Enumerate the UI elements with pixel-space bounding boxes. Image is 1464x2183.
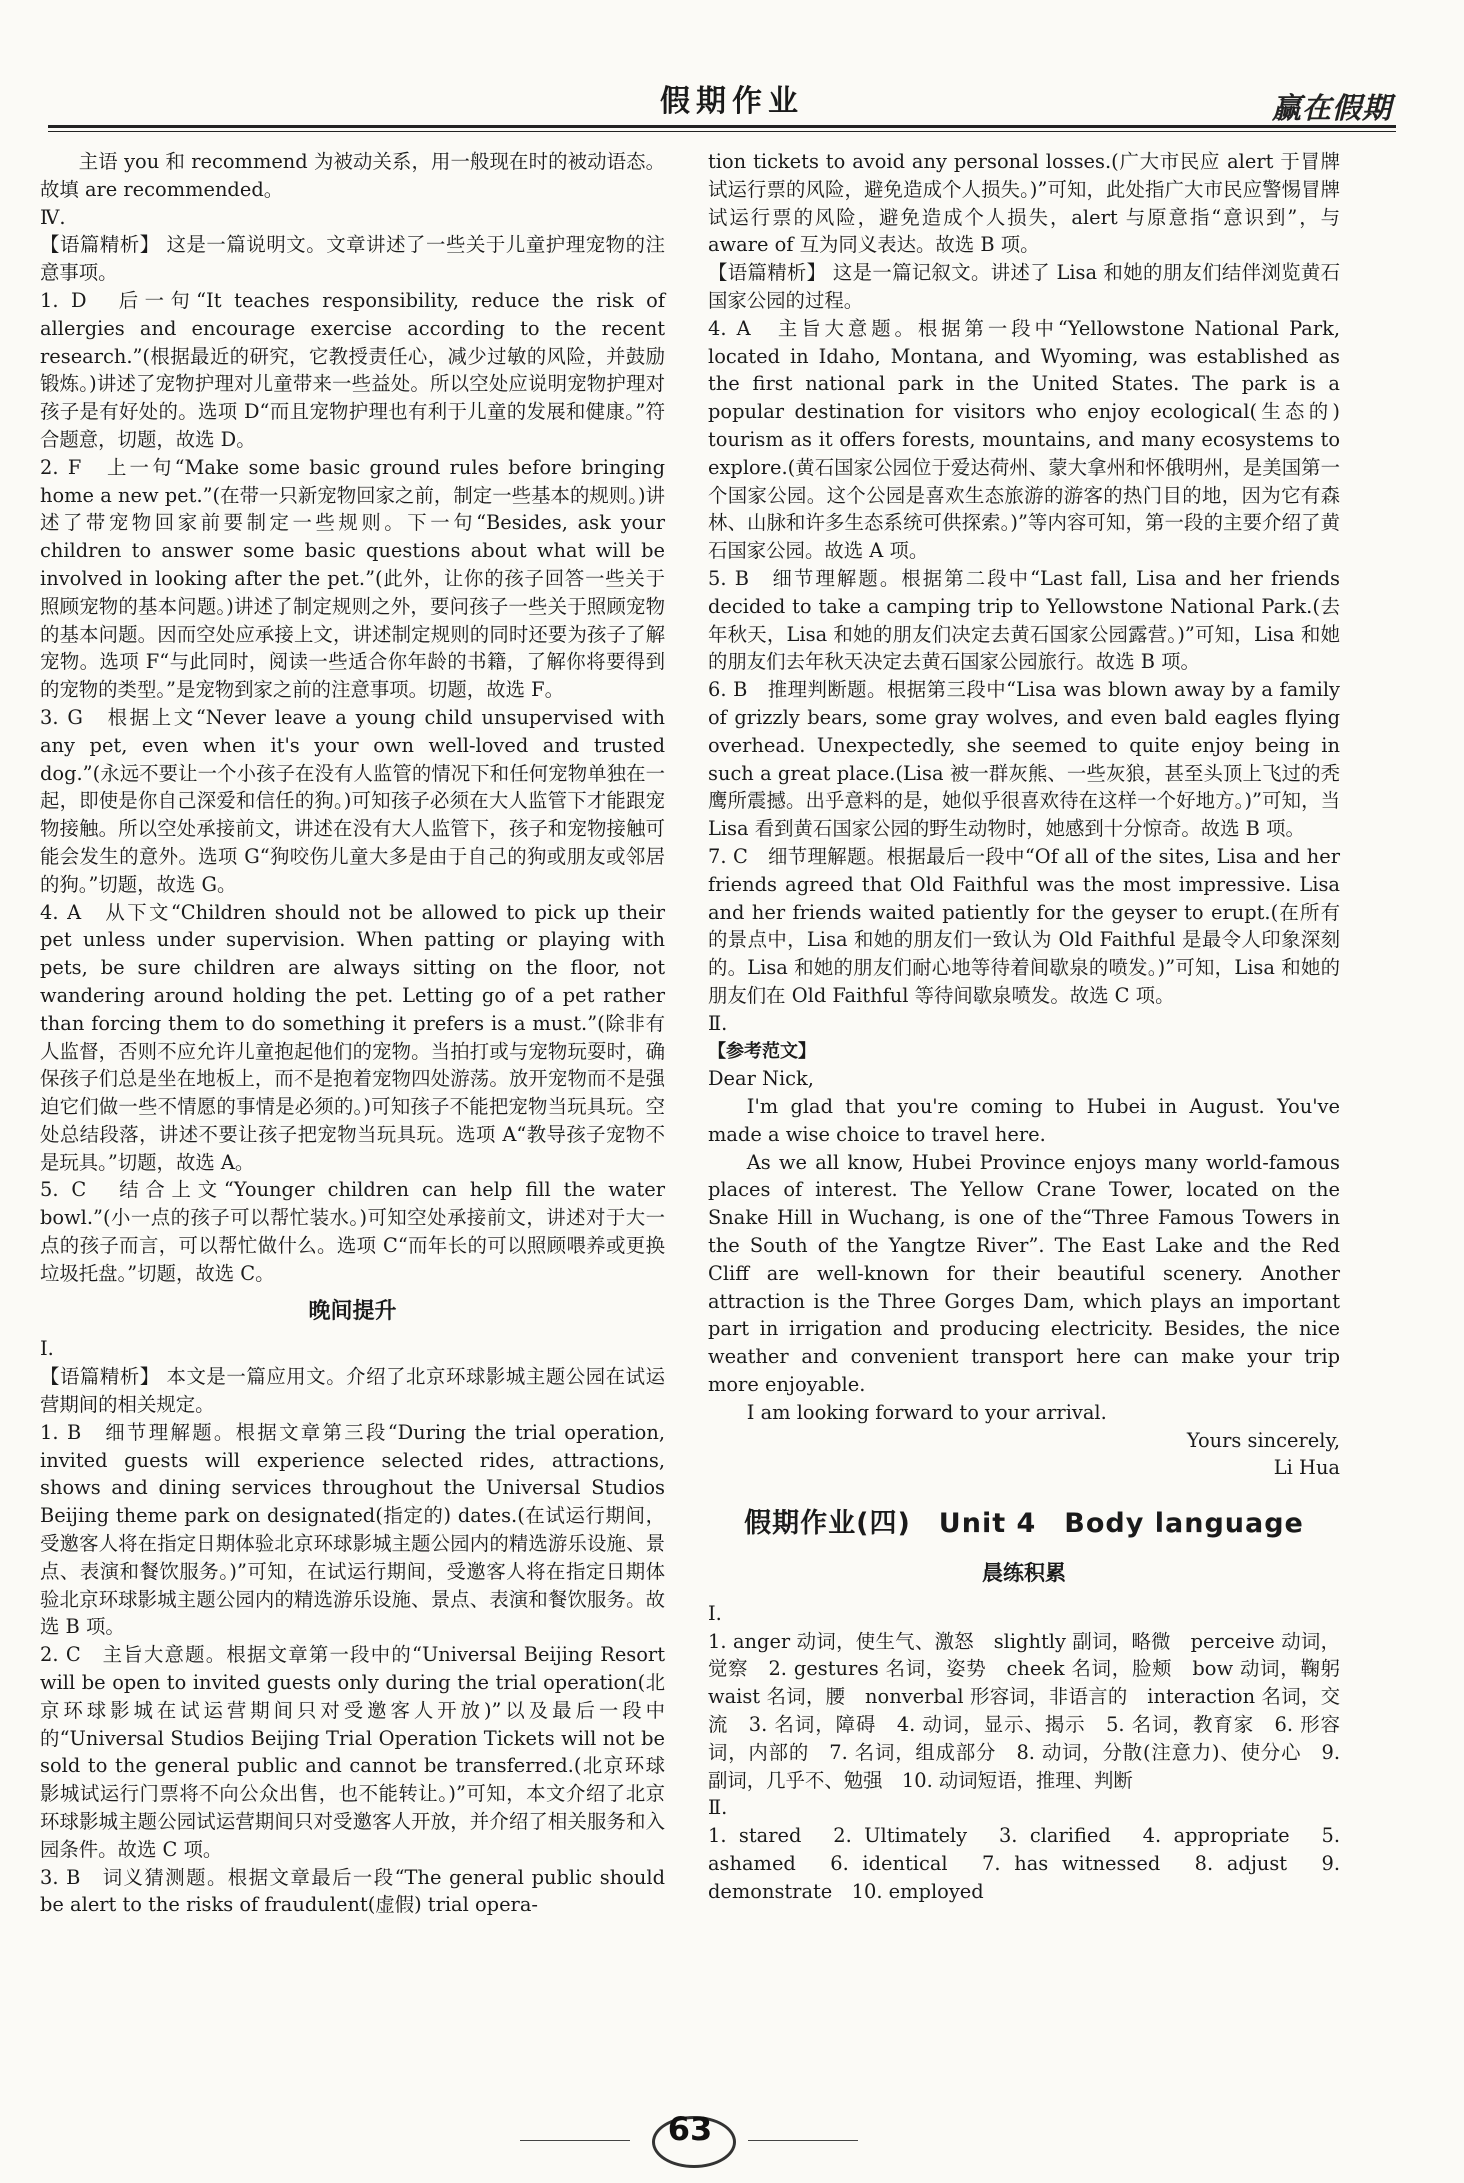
answer-item: 4. A 主旨大意题。根据第一段中“Yellowstone National Park, located in Idaho, Montana, and Wyoming, was established as the first national park in the United States. The park is a popular destination for visitors who enjoy ecological(生态的) tourism as it offers forests, mountains, and many ecosystems to explore.(黄石国家公园位于爱达荷州、蒙大拿州和怀俄明州，是美国第一个国家公园。这个公园是喜欢生态旅游的游客的热门目的地，因为它有森林、山脉和许多生态系统可供探索。)”等内容可知，第一段的主要介绍了黄石国家公园。故选 A 项。 bbox=[708, 316, 1340, 563]
letter-closing: Yours sincerely, bbox=[1186, 1428, 1340, 1452]
answer-item: 1. B 细节理解题。根据文章第三段“During the trial operation, invited guests will experience selected rides, attractions, shows and dining services throughout the Universal Studios Beijing theme park on designated(指定的) dates.(在试运行期间，受邀客人将在指定日期体验北京环球影城主题公园内的精选游乐设施、景点、表演和餐饮服务。)”可知，在试运行期间，受邀客人将在指定日期体验北京环球影城主题公园内的精选游乐设施、景点、表演和餐饮服务。故选 B 项。 bbox=[40, 1420, 665, 1639]
page-number: 63 bbox=[667, 2110, 713, 2148]
letter-signature: Li Hua bbox=[1273, 1456, 1340, 1480]
left-column bbox=[40, 148, 665, 1919]
unit-title: 假期作业(四) Unit 4 Body language bbox=[744, 1508, 1304, 1540]
answer-item: 2. F 上一句“Make some basic ground rules before bringing home a new pet.”(在带一只新宠物回家之前，制定一些基本的规则。)讲述了带宠物回家前要制定一些规则。下一句“Besides, ask your children to answer some basic questions about what will be involved in looking after the pet.”(此外，让你的孩子回答一些关于照顾宠物的基本问题。)讲述了制定规则之外，要问孩子一些关于照顾宠物的基本问题。因而空处应承接上文，讲述制定规则的同时还要为孩子了解宠物。选项 F“与此同时，阅读一些适合你年龄的书籍，了解你将要得到的宠物的类型。”是宠物到家之前的注意事项。切题，故选 F。 bbox=[40, 455, 665, 702]
sample-essay-label: 【参考范文】 bbox=[708, 1040, 816, 1062]
answer-item: 2. C 主旨大意题。根据文章第一段中的“Universal Beijing Resort will be open to invited guests only during the trial operation(北京环球影城在试运营期间只对受邀客人开放)”以及最后一段中的“Universal Studios Beijing Trial Operation Tickets will not be sold to the general public and cannot be transferred.(北京环球影城试运行门票将不向公众出售，也不能转让。)”可知，本文介绍了北京环球影城主题公园试运营期间只对受邀客人开放，并介绍了相关服务和入园条件。故选 C 项。 bbox=[40, 1643, 665, 1861]
paragraph: 【语篇精析】 这是一篇记叙文。讲述了 Lisa 和她的朋友们结伴浏览黄石国家公园的过程。 bbox=[708, 261, 1340, 312]
answer-item: 5. B 细节理解题。根据第二段中“Last fall, Lisa and her friends decided to take a camping trip to Yellowstone National Park.(去年秋天，Lisa 和她的朋友们决定去黄石国家公园露营。)”可知，Lisa 和她的朋友们去年秋天决定去黄石国家公园旅行。故选 B 项。 bbox=[708, 566, 1340, 674]
paragraph: 【语篇精析】 这是一篇说明文。文章讲述了一些关于儿童护理宠物的注意事项。 bbox=[40, 233, 665, 285]
vocab-list: 1. anger 动词，使生气、激怒 slightly 副词，略微 perceive 动词，觉察 2. gestures 名词，姿势 cheek 名词，脸颊 bow 动词，鞠躬 waist 名词，腰 nonverbal 形容词，非语言的 interaction 名词，交流 3. 名词，障碍 4. 动词，显示、揭示 5. 名词，教育家 6. 形容词，内部的 7. 名词，组成部分 8. 动词，分散(注意力)、使分心 9. 副词，几乎不、勉强 10. 动词短语，推理、判断 bbox=[708, 1629, 1360, 1792]
header-rule bbox=[48, 125, 1396, 128]
answer-item: 7. C 细节理解题。根据最后一段中“Of all of the sites, Lisa and her friends agreed that Old Faithful was the most impressive. Lisa and her friends waited patiently for the geyser to erupt.(在所有的景点中，Lisa 和她的朋友们一致认为 Old Faithful 是最令人印象深刻的。Lisa 和她的朋友们耐心地等待着间歇泉的喷发。)”可知，Lisa 和她的朋友们在 Old Faithful 等待间歇泉喷发。故选 C 项。 bbox=[708, 844, 1340, 1007]
brand-logo: 赢在假期 bbox=[1271, 91, 1392, 125]
answer-item: 5. C 结合上文“Younger children can help fill the water bowl.”(小一点的孩子可以帮忙装水。)可知空处承接前文，讲述对于大一点的孩子而言，可以帮忙做什么。选项 C“而年长的可以照顾喂养或更换垃圾托盘。”切题，故选 C。 bbox=[40, 1178, 665, 1285]
section-marker: Ⅱ. bbox=[708, 1796, 728, 1820]
section-marker: Ⅰ. bbox=[40, 1337, 54, 1361]
page-footer bbox=[0, 2110, 1464, 2170]
answer-item: 3. B 词义猜测题。根据文章最后一段“The general public should be alert to the risks of fraudulent(虚假) trial opera- bbox=[40, 1865, 665, 1917]
header-rule-thin bbox=[48, 131, 1396, 132]
sub-title: 晨练积累 bbox=[982, 1561, 1066, 1586]
page-header bbox=[0, 0, 1464, 130]
section-marker: Ⅰ. bbox=[708, 1601, 722, 1625]
footer-rule-left bbox=[520, 2140, 630, 2141]
paragraph: 主语 you 和 recommend 为被动关系，用一般现在时的被动语态。故填 are recommended。 bbox=[40, 150, 665, 201]
paragraph: 【语篇精析】 本文是一篇应用文。介绍了北京环球影城主题公园在试运营期间的相关规定。 bbox=[40, 1365, 665, 1417]
answer-item: 3. G 根据上文“Never leave a young child unsupervised with any pet, even when it's your own well-loved and trusted dog.”(永远不要让一个小孩子在没有人监管的情况下和任何宠物单独在一起，即使是你自己深爱和信任的狗。)可知孩子必须在大人监管下才能跟宠物接触。所以空处承接前文，讲述在没有大人监管下，孩子和宠物接触可能会发生的意外。选项 G“狗咬伤儿童大多是由于自己的狗或朋友或邻居的狗。”切题，故选 G。 bbox=[40, 705, 665, 896]
right-column bbox=[708, 148, 1360, 1906]
answer-item: 4. A 从下文“Children should not be allowed to pick up their pet unless under supervision. When patting or playing with pets, be sure children are always sitting on the floor, not wandering around holding the pet. Letting go of a pet rather than forcing them to do something it prefers is a must.”(除非有人监督，否则不应允许儿童抱起他们的宠物。当拍打或与宠物玩耍时，确保孩子们总是坐在地板上，而不是抱着宠物四处游荡。放开宠物而不是强迫它们做一些不情愿的事情是必须的。)可知孩子不能把宠物当玩具玩。空处总结段落，讲述不要让孩子把宠物当玩具玩。选项 A“教导孩子宠物不是玩具。”切题，故选 A。 bbox=[40, 900, 665, 1174]
letter-greeting: Dear Nick, bbox=[708, 1067, 814, 1091]
paragraph: tion tickets to avoid any personal losses.(广大市民应 alert 于冒牌试运行票的风险，避免造成个人损失。)”可知，此处指广大市民应警惕冒牌试运行票的风险，避免造成个人损失，alert 与原意指“意识到”，与 aware of 互为同义表达。故选 B 项。 bbox=[708, 150, 1340, 257]
letter-paragraph: I'm glad that you're coming to Hubei in August. You've made a wise choice to travel here. bbox=[708, 1095, 1340, 1146]
answer-item: 1. D 后一句“It teaches responsibility, reduce the risk of allergies and encourage exercise according to the recent research.”(根据最近的研究，它教授责任心，减少过敏的风险，并鼓励锻炼。)讲述了宠物护理对儿童带来一些益处。所以空处应说明宠物护理对孩子是有好处的。选项 D“而且宠物护理也有利于儿童的发展和健康。”符合题意，切题，故选 D。 bbox=[40, 288, 665, 451]
section-marker: Ⅳ. bbox=[40, 205, 66, 229]
header-title: 假期作业 bbox=[660, 84, 804, 119]
answer-list: 1. stared 2. Ultimately 3. clarified 4. appropriate 5. ashamed 6. identical 7. has witnessed 8. adjust 9. demonstrate 10. employed bbox=[708, 1824, 1340, 1903]
section-marker: Ⅱ. bbox=[708, 1011, 728, 1035]
letter-paragraph: As we all know, Hubei Province enjoys many world-famous places of interest. The Yellow Crane Tower, located on the Snake Hill in Wuchang, is one of the“Three Famous Towers in the South of the Yangtze River”. The East Lake and the Red Cliff are well-known for their beautiful scenery. Another attraction is the Three Gorges Dam, which plays an important part in irrigation and producing electricity. Besides, the nice weather and convenient transport here can make your trip more enjoyable. bbox=[708, 1150, 1340, 1397]
footer-rule-right bbox=[748, 2140, 858, 2141]
section-title: 晚间提升 bbox=[308, 1298, 397, 1324]
answer-item: 6. B 推理判断题。根据第三段中“Lisa was blown away by a family of grizzly bears, some gray wolves, and even bald eagles flying overhead. Unexpectedly, she seemed to quite enjoy being in such a great place.(Lisa 被一群灰熊、一些灰狼，甚至头顶上飞过的秃鹰所震撼。出乎意料的是，她似乎很喜欢待在这样一个好地方。)”可知，当 Lisa 看到黄石国家公园的野生动物时，她感到十分惊奇。故选 B 项。 bbox=[708, 678, 1340, 841]
letter-paragraph: I am looking forward to your arrival. bbox=[746, 1400, 1107, 1424]
